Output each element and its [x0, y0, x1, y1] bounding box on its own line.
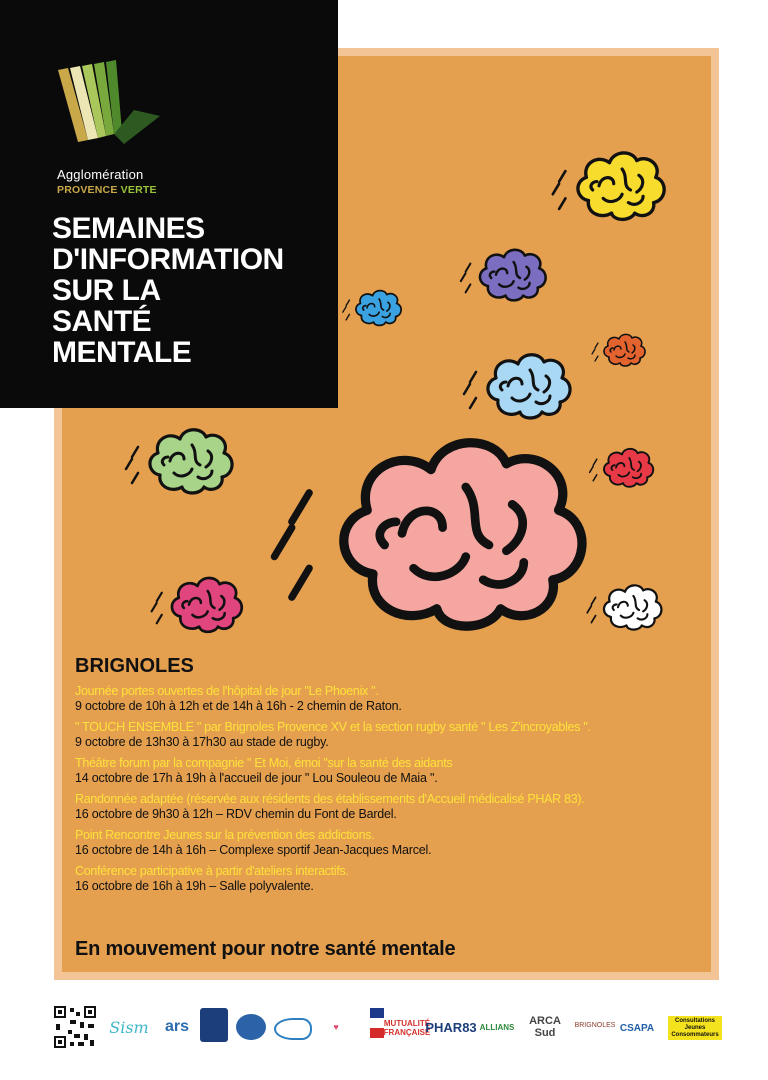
event-detail: 14 octobre de 17h à 19h à l'accueil de jour " Lou Souleou de Maia ". [75, 771, 438, 785]
header-box [0, 0, 338, 408]
partner-arca-logo: ARCA Sud [529, 1015, 561, 1039]
title-line: SEMAINES [52, 212, 205, 245]
qr-code-icon[interactable] [52, 1004, 98, 1050]
event-item [75, 828, 715, 858]
brain-lightblue [464, 355, 570, 418]
event-item [75, 864, 715, 894]
org-subtitle: PROVENCE VERTE [57, 184, 157, 196]
agglomeration-logo-icon [54, 58, 164, 148]
event-detail: 16 octobre de 9h30 à 12h – RDV chemin du Font de Bardel. [75, 807, 397, 821]
event-title: Journée portes ouvertes de l'hôpital de jour "Le Phoenix ". [75, 684, 379, 698]
event-title: Conférence participative à partir d'ateliers interactifs. [75, 864, 349, 878]
event-detail: 16 octobre de 14h à 16h – Complexe sportif Jean-Jacques Marcel. [75, 843, 432, 857]
event-detail: 9 octobre de 13h30 à 17h30 au stade de rugby. [75, 735, 329, 749]
event-list [75, 684, 715, 900]
partner-csapa-logo: CSAPA [619, 1022, 655, 1034]
partner-heart-logo-icon: ♥ [333, 1022, 339, 1032]
event-title: Point Rencontre Jeunes sur la prévention des addictions. [75, 828, 375, 842]
brain-blue-small [343, 291, 401, 326]
partner-hospital-logo-icon [200, 1008, 228, 1042]
event-title: Randonnée adaptée (réservée aux résidents des établissements d'Accueil médicalisé PHAR 83). [75, 792, 585, 806]
event-item [75, 684, 715, 714]
partner-ars-logo: ars [164, 1018, 190, 1035]
event-item [75, 792, 715, 822]
brain-yellow [553, 153, 664, 219]
brain-magenta [152, 578, 242, 632]
partner-mutualite-logo: MUTUALITÉ FRANÇAISE [383, 1019, 431, 1037]
partner-phar83-logo: PHAR83 [425, 1019, 477, 1035]
org-name: Agglomération [57, 167, 144, 182]
brain-red [590, 449, 654, 487]
brain-pink-large [274, 443, 582, 626]
partner-republique-logo-icon [370, 1008, 384, 1038]
event-detail: 16 octobre de 16h à 19h – Salle polyvalente. [75, 879, 314, 893]
partner-brignoles-logo: BRIGNOLES [574, 1021, 616, 1029]
brain-green [126, 430, 232, 493]
event-detail: 9 octobre de 10h à 12h et de 14h à 16h - 2 chemin de Raton. [75, 699, 402, 713]
partner-sism-logo: Sism [109, 1017, 149, 1037]
partner-round-logo-icon [236, 1014, 266, 1040]
title-line: D'INFORMATION [52, 243, 284, 276]
page-title [52, 213, 284, 368]
event-item [75, 720, 715, 750]
event-title: Théâtre forum par la compagnie " Et Moi, émoi "sur la santé des aidants [75, 756, 453, 770]
slogan: En mouvement pour notre santé mentale [75, 938, 456, 960]
title-line: SANTÉ [52, 305, 152, 338]
brain-white [587, 585, 661, 629]
brain-orange-small [592, 334, 645, 366]
partner-allians-logo: ALLIANS [479, 1022, 515, 1032]
event-title: " TOUCH ENSEMBLE " par Brignoles Provence XV et la section rugby santé " Les Z'incroyables ". [75, 720, 591, 734]
partner-fish-logo-icon [274, 1018, 312, 1040]
city-heading: BRIGNOLES [75, 655, 194, 677]
partner-cjc-logo: Consultations Jeunes Consommateurs [668, 1016, 722, 1040]
brain-purple [461, 250, 546, 301]
title-line: MENTALE [52, 336, 192, 369]
title-line: SUR LA [52, 274, 161, 307]
event-item [75, 756, 715, 786]
